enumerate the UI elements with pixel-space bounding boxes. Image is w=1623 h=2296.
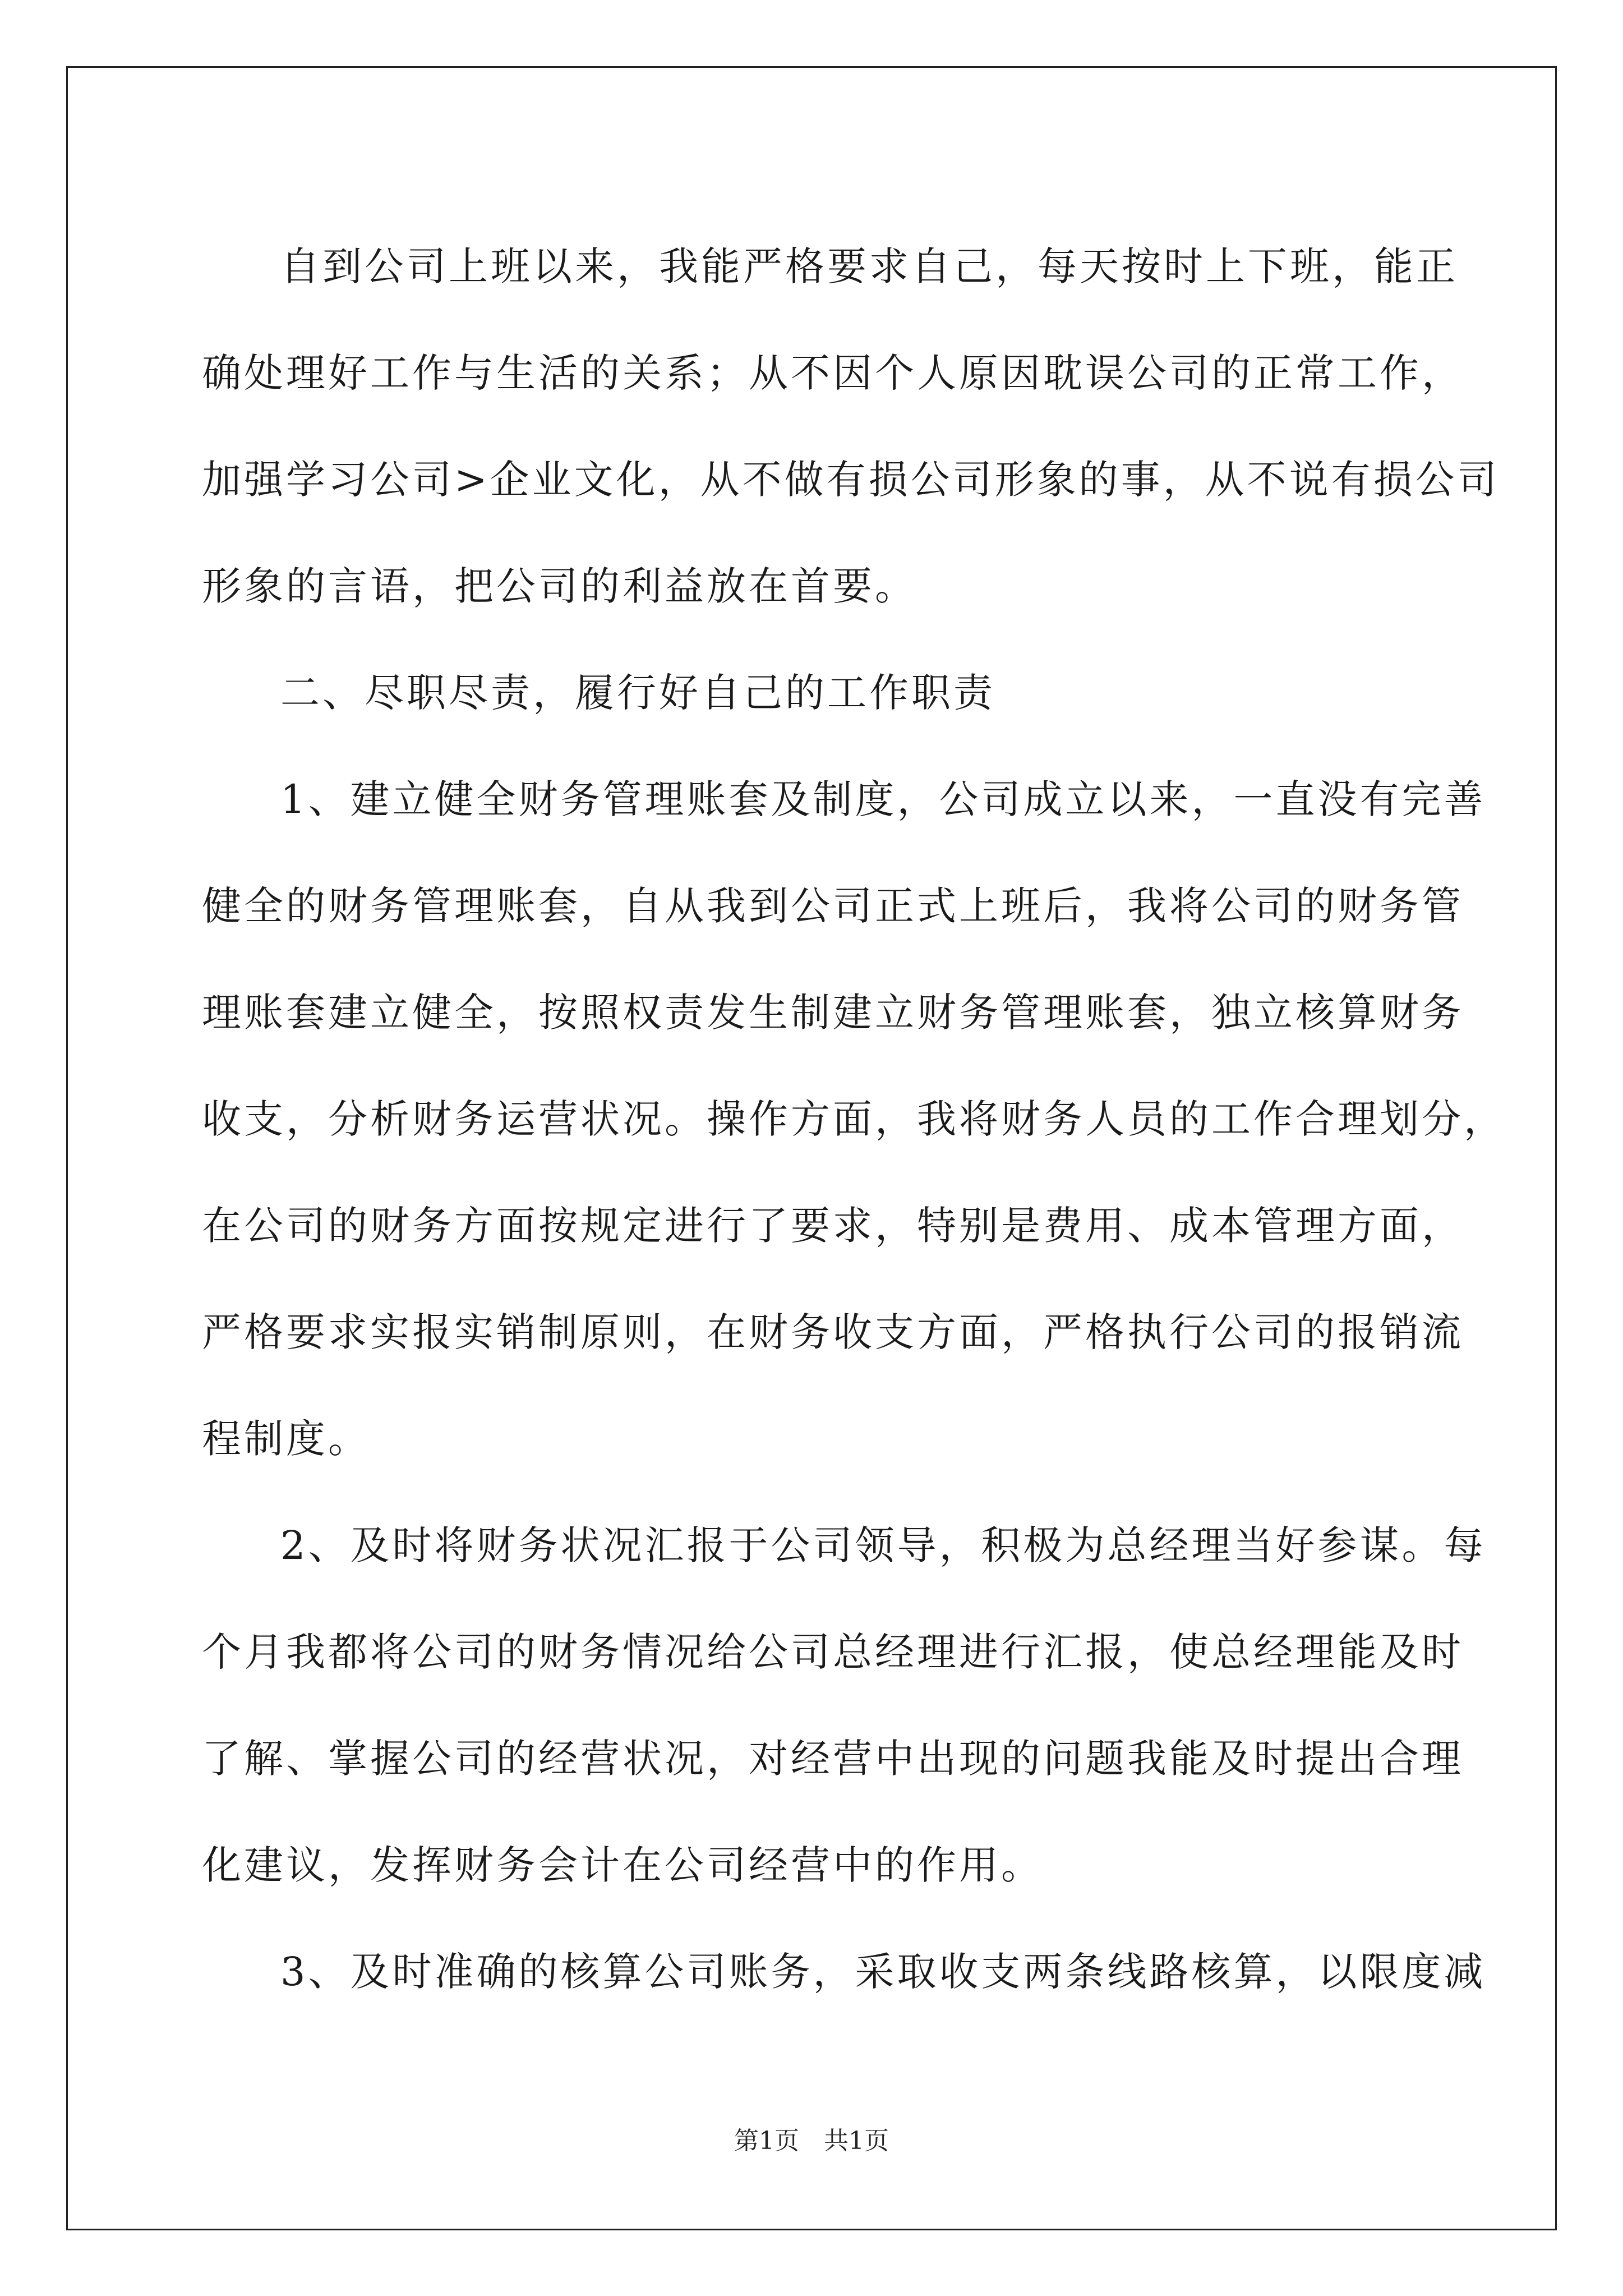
paragraph-line: 1、建立健全财务管理账套及制度，公司成立以来，一直没有完善 <box>280 776 1486 822</box>
paragraph-line: 加强学习公司>企业文化，从不做有损公司形象的事，从不说有损公司 <box>202 457 1500 503</box>
paragraph-line: 个月我都将公司的财务情况给公司总经理进行汇报，使总经理能及时 <box>202 1629 1464 1675</box>
document-body <box>202 213 1506 2025</box>
paragraph-line: 在公司的财务方面按规定进行了要求，特别是费用、成本管理方面， <box>202 1203 1464 1249</box>
page-number-footer: 第1页 共1页 <box>734 2127 889 2155</box>
paragraph-line: 了解、掌握公司的经营状况，对经营中出现的问题我能及时提出合理 <box>202 1736 1464 1782</box>
paragraph-line: 确处理好工作与生活的关系；从不因个人原因耽误公司的正常工作， <box>202 350 1464 396</box>
paragraph-line: 自到公司上班以来，我能严格要求自己，每天按时上下班，能正 <box>280 243 1458 289</box>
paragraph-line: 2、及时将财务状况汇报于公司领导，积极为总经理当好参谋。每 <box>280 1522 1486 1568</box>
paragraph-line: 3、及时准确的核算公司账务，采取收支两条线路核算，以限度减 <box>280 1949 1486 1995</box>
paragraph-line: 收支，分析财务运营状况。操作方面，我将财务人员的工作合理划分， <box>202 1096 1506 1142</box>
paragraph-line: 健全的财务管理账套，自从我到公司正式上班后，我将公司的财务管 <box>202 883 1464 929</box>
paragraph-line: 程制度。 <box>202 1416 370 1462</box>
section-heading: 二、尽职尽责，履行好自己的工作职责 <box>280 670 995 716</box>
paragraph-line: 理账套建立健全，按照权责发生制建立财务管理账套，独立核算财务 <box>202 990 1464 1036</box>
paragraph-line: 化建议，发挥财务会计在公司经营中的作用。 <box>202 1842 1043 1888</box>
paragraph-line: 形象的言语，把公司的利益放在首要。 <box>202 563 917 609</box>
paragraph-line: 严格要求实报实销制原则，在财务收支方面，严格执行公司的报销流 <box>202 1309 1464 1355</box>
